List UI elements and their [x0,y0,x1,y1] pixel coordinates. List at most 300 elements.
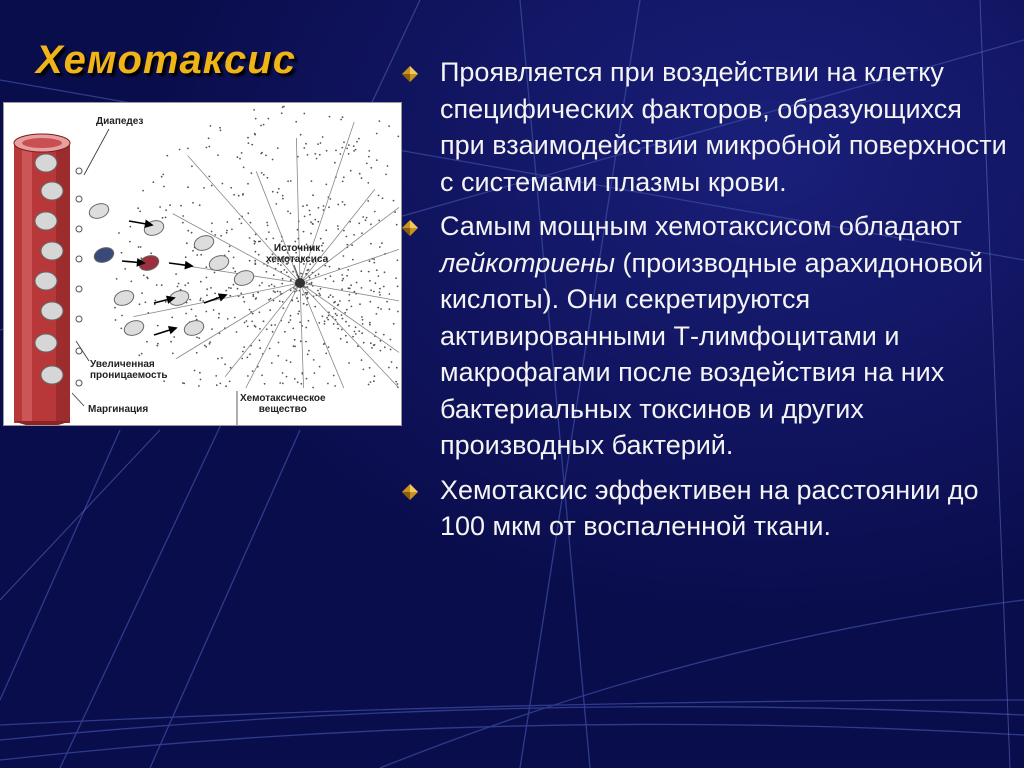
substance-dot [318,207,320,209]
substance-dot [255,251,257,253]
substance-dot [165,217,167,219]
label-source-line2: хемотаксиса [266,254,329,265]
substance-dot [302,294,304,296]
substance-dot [298,311,300,313]
migrating-cell [92,245,116,265]
leukocyte-cell [35,334,57,352]
substance-dot [334,301,336,303]
substance-dot [255,298,257,300]
substance-dot [305,292,307,294]
substance-dot [374,211,376,213]
substance-dot [140,246,142,248]
substance-dot [297,229,299,231]
substance-dot [300,340,302,342]
substance-dot [243,301,245,303]
substance-dot [282,372,284,374]
substance-dot [220,235,222,237]
substance-dot [361,332,363,334]
substance-dot [369,260,371,262]
substance-dot [348,362,350,364]
substance-dot [319,154,321,156]
substance-dot [150,252,152,254]
substance-dot [328,296,330,298]
substance-dot [272,191,274,193]
substance-dot [219,127,221,129]
substance-dot [208,176,210,178]
substance-dot [352,336,354,338]
substance-dot [162,217,164,219]
substance-dot [329,266,331,268]
substance-dot [379,288,381,290]
substance-dot [249,237,251,239]
substance-dot [320,238,322,240]
substance-dot [165,209,167,211]
substance-dot [156,284,158,286]
substance-dot [396,367,398,369]
substance-dot [316,158,318,160]
substance-dot [242,351,244,353]
substance-dot [286,271,288,273]
substance-dot [318,293,320,295]
substance-dot [327,319,329,321]
substance-dot [355,326,357,328]
substance-dot [363,369,365,371]
substance-dot [379,294,381,296]
substance-dot [192,202,194,204]
substance-dot [361,316,363,318]
substance-dot [323,205,325,207]
substance-dot [277,192,279,194]
substance-dot [337,328,339,330]
substance-dot [237,156,239,158]
substance-dot [383,334,385,336]
substance-dot [178,283,180,285]
substance-dot [143,275,145,277]
substance-dot [259,311,261,313]
substance-dot [269,309,271,311]
substance-dot [199,204,201,206]
substance-dot [196,254,198,256]
substance-dot [333,308,335,310]
substance-dot [290,319,292,321]
leukocyte-cell [41,182,63,200]
migrating-cell [182,318,206,338]
substance-dot [259,339,261,341]
substance-dot [238,195,240,197]
label-chemotactic-substance [240,393,326,415]
substance-dot [217,358,219,360]
substance-dot [192,250,194,252]
substance-dot [261,172,263,174]
substance-dot [299,321,301,323]
substance-dot [397,259,399,261]
substance-dot [395,381,397,383]
substance-dot [368,384,370,386]
wall-gap-marker [76,380,82,386]
bullet-text-1: Проявляется при воздействии на клетку специфических факторов, образующихся при взаимодействии микробной поверхности с системами плазмы крови. [440,57,1007,197]
substance-dot [317,221,319,223]
substance-dot [226,221,228,223]
substance-dot [382,197,384,199]
substance-dot [196,337,198,339]
migrating-cell [112,288,136,308]
substance-dot [211,222,213,224]
substance-dot [278,188,280,190]
substance-dot [237,288,239,290]
substance-dot [199,372,201,374]
substance-dot [314,372,316,374]
substance-dot [370,342,372,344]
substance-dot [373,344,375,346]
substance-dot [314,219,316,221]
substance-dot [215,375,217,377]
substance-dot [342,116,344,118]
substance-dot [297,313,299,315]
substance-dot [373,291,375,293]
substance-dot [182,215,184,217]
substance-dot [273,290,275,292]
substance-dot [248,142,250,144]
substance-dot [310,221,312,223]
substance-dot [255,118,257,120]
substance-dot [227,318,229,320]
substance-dot [355,333,357,335]
substance-dot [244,322,246,324]
substance-dot [366,163,368,165]
leukocyte-cell [41,242,63,260]
bullet-text-2-after: (производные арахидоновой кислоты). Они секретируются активированными Т-лимфоцитами и макрофагами после воздействия на них бактериальных токсинов и других производных бактерий. [440,247,984,460]
substance-dot [351,306,353,308]
substance-dot [287,211,289,213]
substance-dot [368,156,370,158]
substance-dot [217,154,219,156]
substance-dot [220,130,222,132]
substance-dot [320,142,322,144]
substance-dot [311,282,313,284]
wall-gap-marker [76,168,82,174]
substance-dot [366,217,368,219]
wall-gap-marker [76,316,82,322]
substance-dot [325,229,327,231]
substance-dot [268,118,270,120]
substance-dot [214,272,216,274]
substance-dot [265,155,267,157]
substance-dot [205,311,207,313]
substance-dot [281,240,283,242]
substance-dot [383,286,385,288]
substance-dot [346,236,348,238]
substance-dot [333,323,335,325]
substance-dot [361,359,363,361]
substance-dot [267,177,269,179]
substance-dot [361,232,363,234]
substance-dot [274,285,276,287]
substance-dot [340,338,342,340]
bullet-text-3: Хемотаксис эффективен на расстоянии до 100 мкм от воспаленной ткани. [440,474,979,541]
substance-dot [373,262,375,264]
substance-dot [314,153,316,155]
leukocyte-cell [35,212,57,230]
substance-dot [309,277,311,279]
substance-dot [342,201,344,203]
substance-dot [184,284,186,286]
substance-dot [325,184,327,186]
substance-dot [306,204,308,206]
substance-dot [278,342,280,344]
substance-dot [303,147,305,149]
substance-dot [342,318,344,320]
label-substance-line2: вещество [258,404,307,415]
substance-dot [247,212,249,214]
substance-dot [185,256,187,258]
substance-dot [271,362,273,364]
bullet-text-2-italic: лейкотриены [440,247,615,278]
substance-dot [221,357,223,359]
substance-dot [259,285,261,287]
substance-dot [312,387,314,389]
substance-dot [211,328,213,330]
substance-dot [386,301,388,303]
substance-dot [206,294,208,296]
substance-dot [206,277,208,279]
substance-dot [251,172,253,174]
substance-dot [153,181,155,183]
substance-dot [322,136,324,138]
substance-dot [388,367,390,369]
substance-dot [226,232,228,234]
bullet-text-2-before: Самым мощным хемотаксисом обладают [440,211,962,241]
substance-dot [162,174,164,176]
substance-dot [297,381,299,383]
substance-dot [254,262,256,264]
substance-dot [249,309,251,311]
substance-dot [395,277,397,279]
substance-dot [318,273,320,275]
substance-dot [381,242,383,244]
substance-dot [254,243,256,245]
substance-dot [346,148,348,150]
substance-dot [233,257,235,259]
substance-dot [210,125,212,127]
bullet-icon [402,66,418,82]
substance-dot [281,283,283,285]
substance-dot [187,186,189,188]
substance-dot [259,347,261,349]
substance-dot [314,306,316,308]
substance-dot [374,375,376,377]
substance-dot [379,291,381,293]
substance-dot [121,252,123,254]
substance-dot [369,280,371,282]
substance-dot [208,137,210,139]
substance-dot [325,353,327,355]
substance-dot [352,259,354,261]
substance-dot [348,144,350,146]
substance-dot [315,275,317,277]
substance-dot [269,348,271,350]
substance-dot [319,294,321,296]
substance-dot [342,181,344,183]
substance-dot [394,211,396,213]
substance-dot [324,320,326,322]
substance-dot [271,284,273,286]
substance-dot [228,251,230,253]
substance-dot [307,353,309,355]
substance-dot [216,384,218,386]
substance-dot [228,287,230,289]
substance-dot [198,337,200,339]
substance-dot [290,289,292,291]
substance-dot [340,153,342,155]
substance-dot [206,147,208,149]
substance-dot [247,183,249,185]
substance-dot [171,317,173,319]
leukocyte-cell [35,272,57,290]
substance-dot [290,361,292,363]
substance-dot [358,222,360,224]
substance-dot [229,381,231,383]
substance-dot [252,295,254,297]
migrating-cell [192,233,216,253]
substance-dot [305,327,307,329]
substance-dot [214,234,216,236]
substance-dot [326,150,328,152]
ray-line [256,171,300,283]
substance-dot [330,275,332,277]
substance-dot [259,328,261,330]
substance-dot [304,216,306,218]
label-diapedesis: Диапедез [96,116,144,127]
substance-dot [187,282,189,284]
substance-dot [363,342,365,344]
substance-dot [300,273,302,275]
substance-dot [371,347,373,349]
substance-dot [138,355,140,357]
substance-dot [369,324,371,326]
substance-dot [379,246,381,248]
substance-dot [344,204,346,206]
substance-dot [268,299,270,301]
substance-dot [229,295,231,297]
substance-dot [253,240,255,242]
slide-title: Хемотаксис [36,38,296,82]
substance-dot [200,281,202,283]
substance-dot [292,271,294,273]
substance-dot [318,322,320,324]
chemotaxis-illustration [4,103,401,425]
substance-dot [118,232,120,234]
substance-dot [191,309,193,311]
substance-dot [343,141,345,143]
substance-dot [195,315,197,317]
substance-dot [191,165,193,167]
substance-dot [239,158,241,160]
substance-dot [337,204,339,206]
leukocyte-cell [35,154,57,172]
substance-dot [376,313,378,315]
substance-dot [389,293,391,295]
substance-dot [202,300,204,302]
bullet-list [402,54,1012,553]
substance-dot [156,345,158,347]
substance-dot [141,353,143,355]
substance-dot [211,185,213,187]
substance-dot [343,176,345,178]
substance-dot [249,353,251,355]
substance-dot [252,313,254,315]
substance-dot [343,230,345,232]
substance-dot [116,278,118,280]
substance-dot [247,375,249,377]
substance-dot [312,223,314,225]
substance-dot [179,149,181,151]
substance-dot [329,116,331,118]
substance-dot [351,244,353,246]
substance-dot [360,270,362,272]
substance-dot [200,379,202,381]
substance-dot [234,317,236,319]
substance-dot [368,271,370,273]
substance-dot [185,313,187,315]
substance-dot [353,234,355,236]
substance-dot [209,341,211,343]
substance-dot [272,159,274,161]
substance-dot [379,120,381,122]
substance-dot [218,317,220,319]
substance-dot [370,289,372,291]
chemotaxis-source-point [295,278,305,288]
substance-dot [324,323,326,325]
substance-dot [277,147,279,149]
substance-dot [347,269,349,271]
substance-dot [277,355,279,357]
substance-dot [275,203,277,205]
substance-dot [390,339,392,341]
substance-dot [305,341,307,343]
substance-dot [356,141,358,143]
substance-dot [273,274,275,276]
substance-dot [279,382,281,384]
substance-dot [263,124,265,126]
substance-dot [376,269,378,271]
substance-dot [341,280,343,282]
substance-dot [317,143,319,145]
substance-dot [265,238,267,240]
substance-dot [141,292,143,294]
migrating-cell [87,201,111,221]
substance-dot [259,241,261,243]
substance-dot [161,176,163,178]
substance-dot [282,198,284,200]
substance-dot [346,309,348,311]
substance-dot [154,300,156,302]
substance-dot [211,231,213,233]
substance-dot [271,324,273,326]
substance-dot [367,182,369,184]
substance-dot [186,242,188,244]
bullet-icon [402,220,418,236]
substance-dot [356,282,358,284]
substance-dot [330,198,332,200]
substance-dot [157,325,159,327]
substance-dot [120,328,122,330]
substance-dot [163,186,165,188]
substance-dot [325,278,327,280]
substance-dot [306,282,308,284]
substance-dot [305,143,307,145]
substance-dot [384,346,386,348]
substance-dot [267,225,269,227]
